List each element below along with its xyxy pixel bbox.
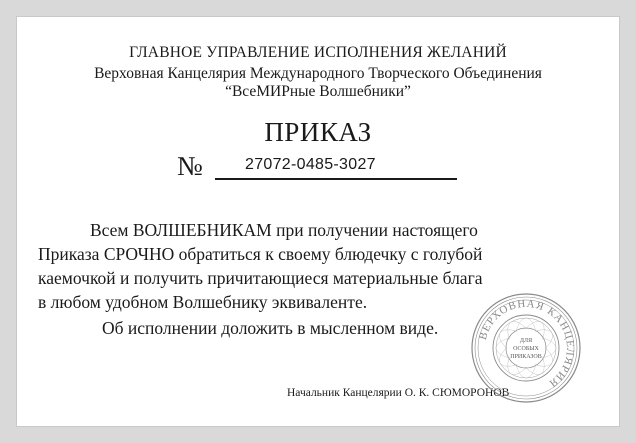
official-stamp bbox=[470, 292, 582, 404]
order-document bbox=[17, 17, 619, 426]
order-number: 27072-0485-3027 bbox=[245, 156, 376, 173]
body-line-3: каемочкой и получить причитающиеся материальные блага bbox=[38, 268, 483, 288]
stamp-center-line-3: ПРИКАЗОВ bbox=[510, 354, 542, 360]
body-line-5: Об исполнении доложить в мысленном виде. bbox=[102, 318, 439, 338]
signature-line: Начальник Канцелярии О. К. СЮМОРОНОВ bbox=[287, 387, 510, 399]
header-chancellery: Верховная Канцелярия Международного Творческого Объединения bbox=[94, 65, 542, 82]
number-underline bbox=[215, 178, 457, 180]
header-association: “ВсеМИРные Волшебники” bbox=[225, 83, 411, 100]
header-organization: ГЛАВНОЕ УПРАВЛЕНИЕ ИСПОЛНЕНИЯ ЖЕЛАНИЙ bbox=[129, 44, 507, 61]
stamp-center-line-2: ОСОБЫХ bbox=[513, 346, 539, 352]
body-line-4: в любом удобном Волшебнику эквиваленте. bbox=[38, 292, 368, 312]
stamp-ring-text: ВЕРХОВНАЯ КАНЦЕЛЯРИЯ bbox=[476, 297, 577, 390]
number-sign: № bbox=[177, 151, 203, 181]
order-number-row bbox=[177, 151, 467, 181]
body-line-1: Всем ВОЛШЕБНИКАМ при получении настоящего bbox=[90, 220, 478, 240]
body-line-2: Приказа СРОЧНО обратиться к своему блюдечку с голубой bbox=[38, 244, 483, 264]
stamp-center-line-1: ДЛЯ bbox=[519, 338, 533, 344]
document-title: ПРИКАЗ bbox=[264, 117, 372, 147]
